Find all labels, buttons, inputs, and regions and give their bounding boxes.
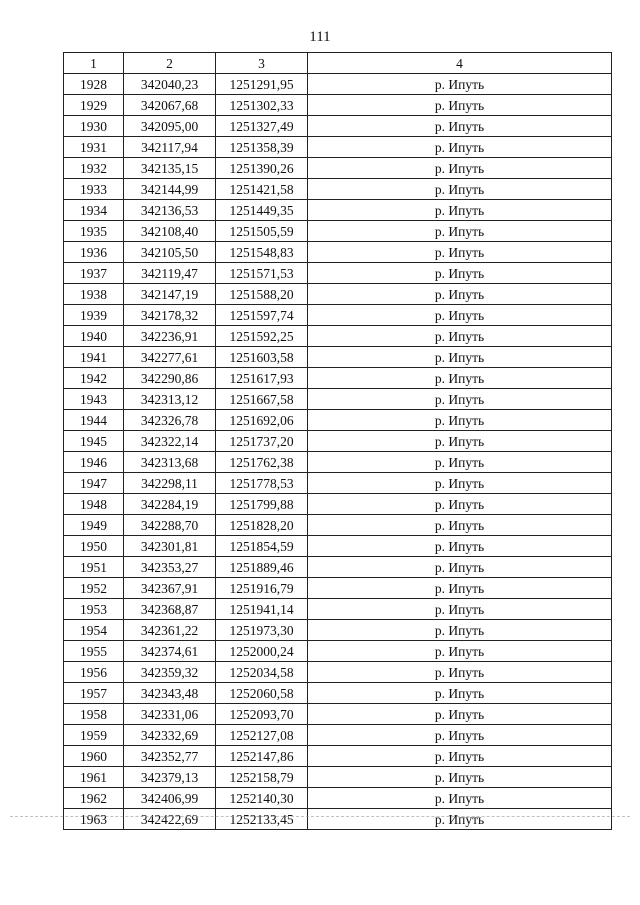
table-row: [64, 767, 612, 788]
table-row: [64, 410, 612, 431]
cell-x-coordinate: 342284,19: [124, 494, 216, 515]
cell-description: р. Ипуть: [308, 263, 612, 284]
cell-description: р. Ипуть: [308, 116, 612, 137]
cell-y-coordinate: 1251358,39: [216, 137, 308, 158]
table-row: [64, 473, 612, 494]
cell-description: р. Ипуть: [308, 788, 612, 809]
cell-x-coordinate: 342236,91: [124, 326, 216, 347]
cell-y-coordinate: 1251692,06: [216, 410, 308, 431]
column-header-y: 3: [216, 53, 308, 74]
cell-y-coordinate: 1251737,20: [216, 431, 308, 452]
cell-x-coordinate: 342119,47: [124, 263, 216, 284]
cell-point-number: 1941: [64, 347, 124, 368]
cell-y-coordinate: 1251667,58: [216, 389, 308, 410]
cell-y-coordinate: 1251421,58: [216, 179, 308, 200]
cell-x-coordinate: 342322,14: [124, 431, 216, 452]
table-row: [64, 557, 612, 578]
cell-x-coordinate: 342352,77: [124, 746, 216, 767]
cell-description: р. Ипуть: [308, 473, 612, 494]
cell-point-number: 1934: [64, 200, 124, 221]
cell-description: р. Ипуть: [308, 578, 612, 599]
cell-point-number: 1957: [64, 683, 124, 704]
cell-x-coordinate: 342343,48: [124, 683, 216, 704]
cell-y-coordinate: 1251390,26: [216, 158, 308, 179]
cell-description: р. Ипуть: [308, 557, 612, 578]
cell-y-coordinate: 1251592,25: [216, 326, 308, 347]
cell-y-coordinate: 1252127,08: [216, 725, 308, 746]
table-row: [64, 431, 612, 452]
scan-artifact-line: [10, 816, 630, 818]
table-row: [64, 284, 612, 305]
table-row: [64, 788, 612, 809]
cell-description: р. Ипуть: [308, 179, 612, 200]
table-body: [64, 74, 612, 830]
cell-point-number: 1953: [64, 599, 124, 620]
cell-x-coordinate: 342135,15: [124, 158, 216, 179]
cell-description: р. Ипуть: [308, 536, 612, 557]
table-row: [64, 137, 612, 158]
cell-point-number: 1935: [64, 221, 124, 242]
cell-x-coordinate: 342374,61: [124, 641, 216, 662]
table-row: [64, 746, 612, 767]
table-row: [64, 704, 612, 725]
cell-x-coordinate: 342144,99: [124, 179, 216, 200]
table-row: [64, 221, 612, 242]
cell-x-coordinate: 342379,13: [124, 767, 216, 788]
cell-description: р. Ипуть: [308, 746, 612, 767]
cell-point-number: 1961: [64, 767, 124, 788]
cell-point-number: 1932: [64, 158, 124, 179]
cell-point-number: 1940: [64, 326, 124, 347]
cell-point-number: 1954: [64, 620, 124, 641]
table-row: [64, 179, 612, 200]
cell-x-coordinate: 342290,86: [124, 368, 216, 389]
cell-y-coordinate: 1251778,53: [216, 473, 308, 494]
cell-description: р. Ипуть: [308, 95, 612, 116]
cell-description: р. Ипуть: [308, 74, 612, 95]
table-header-row: [64, 53, 612, 74]
table-row: [64, 809, 612, 830]
cell-point-number: 1945: [64, 431, 124, 452]
column-header-description: 4: [308, 53, 612, 74]
cell-description: р. Ипуть: [308, 599, 612, 620]
cell-y-coordinate: 1252000,24: [216, 641, 308, 662]
cell-point-number: 1947: [64, 473, 124, 494]
cell-y-coordinate: 1251828,20: [216, 515, 308, 536]
table-row: [64, 641, 612, 662]
cell-y-coordinate: 1251505,59: [216, 221, 308, 242]
cell-point-number: 1929: [64, 95, 124, 116]
cell-description: р. Ипуть: [308, 389, 612, 410]
cell-description: р. Ипуть: [308, 305, 612, 326]
table-row: [64, 494, 612, 515]
table-row: [64, 515, 612, 536]
page-number: 111: [309, 29, 331, 45]
cell-y-coordinate: 1252158,79: [216, 767, 308, 788]
cell-x-coordinate: 342067,68: [124, 95, 216, 116]
cell-description: р. Ипуть: [308, 347, 612, 368]
cell-y-coordinate: 1251799,88: [216, 494, 308, 515]
cell-description: р. Ипуть: [308, 242, 612, 263]
cell-y-coordinate: 1252034,58: [216, 662, 308, 683]
cell-x-coordinate: 342105,50: [124, 242, 216, 263]
cell-x-coordinate: 342326,78: [124, 410, 216, 431]
column-header-point: 1: [64, 53, 124, 74]
cell-point-number: 1939: [64, 305, 124, 326]
cell-y-coordinate: 1251973,30: [216, 620, 308, 641]
cell-point-number: 1937: [64, 263, 124, 284]
cell-point-number: 1951: [64, 557, 124, 578]
cell-point-number: 1930: [64, 116, 124, 137]
table-row: [64, 683, 612, 704]
cell-point-number: 1952: [64, 578, 124, 599]
cell-point-number: 1963: [64, 809, 124, 830]
table-row: [64, 95, 612, 116]
cell-point-number: 1962: [64, 788, 124, 809]
cell-point-number: 1946: [64, 452, 124, 473]
cell-y-coordinate: 1251597,74: [216, 305, 308, 326]
cell-description: р. Ипуть: [308, 284, 612, 305]
cell-description: р. Ипуть: [308, 515, 612, 536]
cell-description: р. Ипуть: [308, 704, 612, 725]
coordinates-table: [63, 52, 612, 830]
table-row: [64, 305, 612, 326]
cell-y-coordinate: 1252093,70: [216, 704, 308, 725]
cell-description: р. Ипуть: [308, 431, 612, 452]
table-row: [64, 599, 612, 620]
cell-y-coordinate: 1251762,38: [216, 452, 308, 473]
cell-x-coordinate: 342136,53: [124, 200, 216, 221]
cell-x-coordinate: 342332,69: [124, 725, 216, 746]
cell-point-number: 1948: [64, 494, 124, 515]
cell-y-coordinate: 1251449,35: [216, 200, 308, 221]
cell-x-coordinate: 342095,00: [124, 116, 216, 137]
table-row: [64, 368, 612, 389]
cell-point-number: 1960: [64, 746, 124, 767]
cell-y-coordinate: 1251916,79: [216, 578, 308, 599]
cell-x-coordinate: 342147,19: [124, 284, 216, 305]
table-row: [64, 200, 612, 221]
cell-point-number: 1931: [64, 137, 124, 158]
cell-description: р. Ипуть: [308, 662, 612, 683]
cell-y-coordinate: 1251889,46: [216, 557, 308, 578]
cell-point-number: 1958: [64, 704, 124, 725]
cell-y-coordinate: 1251588,20: [216, 284, 308, 305]
table-row: [64, 347, 612, 368]
table-row: [64, 116, 612, 137]
cell-x-coordinate: 342422,69: [124, 809, 216, 830]
cell-description: р. Ипуть: [308, 137, 612, 158]
table-row: [64, 452, 612, 473]
cell-point-number: 1942: [64, 368, 124, 389]
cell-x-coordinate: 342367,91: [124, 578, 216, 599]
cell-x-coordinate: 342331,06: [124, 704, 216, 725]
cell-point-number: 1938: [64, 284, 124, 305]
cell-x-coordinate: 342117,94: [124, 137, 216, 158]
cell-point-number: 1944: [64, 410, 124, 431]
cell-point-number: 1950: [64, 536, 124, 557]
cell-x-coordinate: 342313,68: [124, 452, 216, 473]
cell-x-coordinate: 342277,61: [124, 347, 216, 368]
cell-description: р. Ипуть: [308, 368, 612, 389]
cell-description: р. Ипуть: [308, 158, 612, 179]
cell-description: р. Ипуть: [308, 725, 612, 746]
cell-y-coordinate: 1252147,86: [216, 746, 308, 767]
cell-y-coordinate: 1251327,49: [216, 116, 308, 137]
cell-x-coordinate: 342108,40: [124, 221, 216, 242]
table-row: [64, 389, 612, 410]
cell-y-coordinate: 1251603,58: [216, 347, 308, 368]
cell-description: р. Ипуть: [308, 200, 612, 221]
cell-y-coordinate: 1251302,33: [216, 95, 308, 116]
cell-point-number: 1949: [64, 515, 124, 536]
cell-y-coordinate: 1251548,83: [216, 242, 308, 263]
cell-x-coordinate: 342301,81: [124, 536, 216, 557]
cell-description: р. Ипуть: [308, 683, 612, 704]
cell-point-number: 1936: [64, 242, 124, 263]
table-row: [64, 725, 612, 746]
cell-x-coordinate: 342288,70: [124, 515, 216, 536]
cell-y-coordinate: 1251571,53: [216, 263, 308, 284]
cell-y-coordinate: 1252060,58: [216, 683, 308, 704]
table-row: [64, 326, 612, 347]
cell-point-number: 1955: [64, 641, 124, 662]
cell-y-coordinate: 1252140,30: [216, 788, 308, 809]
cell-x-coordinate: 342406,99: [124, 788, 216, 809]
cell-y-coordinate: 1252133,45: [216, 809, 308, 830]
table-row: [64, 242, 612, 263]
cell-y-coordinate: 1251617,93: [216, 368, 308, 389]
cell-description: р. Ипуть: [308, 221, 612, 242]
cell-point-number: 1943: [64, 389, 124, 410]
cell-x-coordinate: 342361,22: [124, 620, 216, 641]
cell-x-coordinate: 342368,87: [124, 599, 216, 620]
cell-x-coordinate: 342313,12: [124, 389, 216, 410]
cell-x-coordinate: 342298,11: [124, 473, 216, 494]
table-row: [64, 662, 612, 683]
cell-description: р. Ипуть: [308, 326, 612, 347]
cell-description: р. Ипуть: [308, 452, 612, 473]
table-row: [64, 263, 612, 284]
cell-x-coordinate: 342040,23: [124, 74, 216, 95]
cell-description: р. Ипуть: [308, 494, 612, 515]
cell-description: р. Ипуть: [308, 620, 612, 641]
table-row: [64, 620, 612, 641]
table-row: [64, 74, 612, 95]
cell-point-number: 1959: [64, 725, 124, 746]
cell-x-coordinate: 342359,32: [124, 662, 216, 683]
cell-y-coordinate: 1251854,59: [216, 536, 308, 557]
table-row: [64, 158, 612, 179]
cell-x-coordinate: 342178,32: [124, 305, 216, 326]
cell-y-coordinate: 1251941,14: [216, 599, 308, 620]
cell-y-coordinate: 1251291,95: [216, 74, 308, 95]
cell-x-coordinate: 342353,27: [124, 557, 216, 578]
column-header-x: 2: [124, 53, 216, 74]
table-row: [64, 536, 612, 557]
cell-description: р. Ипуть: [308, 809, 612, 830]
cell-description: р. Ипуть: [308, 641, 612, 662]
cell-point-number: 1933: [64, 179, 124, 200]
cell-description: р. Ипуть: [308, 410, 612, 431]
cell-point-number: 1956: [64, 662, 124, 683]
cell-description: р. Ипуть: [308, 767, 612, 788]
cell-point-number: 1928: [64, 74, 124, 95]
table-row: [64, 578, 612, 599]
